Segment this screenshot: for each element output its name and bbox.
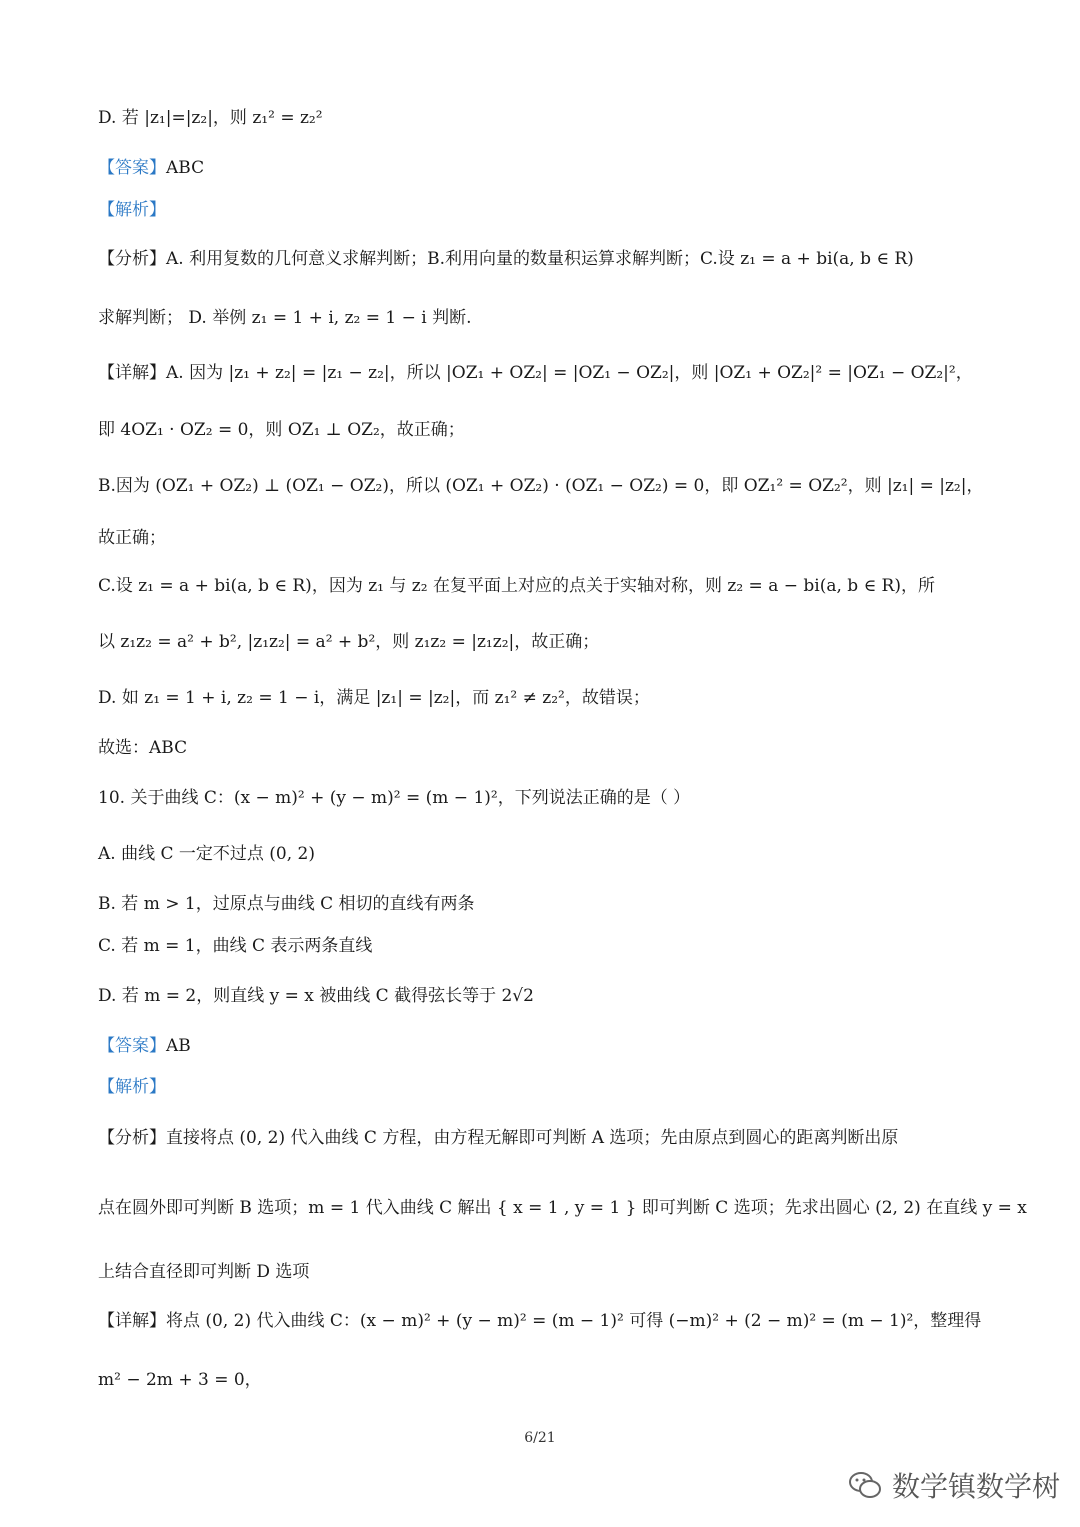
analysis-header-q10 — [98, 1073, 990, 1101]
xiangjie-q9-line5: C.设 z₁ = a + bi(a, b ∈ R)，因为 z₁ 与 z₂ 在复平面上对应的点关于实轴对称，则 z₂ = a − bi(a, b ∈ R)，所 — [98, 576, 935, 596]
wechat-logo-icon — [848, 1470, 882, 1500]
xiangjie-q10-line1: 【详解】将点 (0, 2) 代入曲线 C：(x − m)² + (y − m)² = (m − 1)² 可得 (−m)² + (2 − m)² = (m − 1)²，整理得 — [98, 1311, 982, 1331]
answer-tag: 【答案】 — [98, 158, 166, 178]
watermark — [848, 1460, 1060, 1510]
answer-tag: 【答案】 — [98, 1036, 166, 1056]
fenxi-q9-line1: 【分析】A. 利用复数的几何意义求解判断；B.利用向量的数量积运算求解判断；C.设 z₁ = a + bi(a, b ∈ R) — [98, 249, 914, 269]
xiangjie-q9-line6: 以 z₁z₂ = a² + b², |z₁z₂| = a² + b²，则 z₁z₂ = |z₁z₂|，故正确； — [98, 632, 600, 652]
option-a-q10: A. 曲线 C 一定不过点 (0, 2) — [98, 844, 316, 864]
fenxi-tag: 【分析】 — [98, 249, 166, 269]
xiangjie-q9-line3: B.因为 (OZ₁ + OZ₂) ⊥ (OZ₁ − OZ₂)，所以 (OZ₁ + OZ₂) · (OZ₁ − OZ₂) = 0，即 OZ₁² = OZ₂²，则 |z₁| = |z₂|， — [98, 476, 984, 496]
option-b-q10: B. 若 m > 1，过原点与曲线 C 相切的直线有两条 — [98, 894, 475, 914]
answer-q10: 【答案】AB — [98, 1036, 191, 1056]
question-10: 10. 关于曲线 C：(x − m)² + (y − m)² = (m − 1)²，下列说法正确的是（ ） — [98, 788, 691, 808]
fenxi-tag: 【分析】 — [98, 1128, 166, 1148]
xiangjie-q9-line2: 即 4OZ₁ · OZ₂ = 0，则 OZ₁ ⊥ OZ₂，故正确； — [98, 420, 465, 440]
watermark-text: 数学镇数学树 — [892, 1470, 1061, 1503]
analysis-header-q9 — [98, 196, 990, 224]
fenxi-q10-line2: 点在圆外即可判断 B 选项；m = 1 代入曲线 C 解出 { x = 1 , y = 1 } 即可判断 C 选项；先求出圆心 (2, 2) 在直线 y = x — [98, 1198, 1027, 1218]
analysis-tag: 【解析】 — [98, 1077, 166, 1097]
option-c-q10: C. 若 m = 1，曲线 C 表示两条直线 — [98, 936, 373, 956]
xiangjie-tag: 【详解】 — [98, 1311, 166, 1331]
fenxi-q9-line2: 求解判断； D. 举例 z₁ = 1 + i, z₂ = 1 − i 判断. — [98, 308, 472, 328]
xiangjie-q10-line2: m² − 2m + 3 = 0， — [98, 1370, 262, 1390]
xiangjie-q9-line1: 【详解】A. 因为 |z₁ + z₂| = |z₁ − z₂|，所以 |OZ₁ + OZ₂| = |OZ₁ − OZ₂|，则 |OZ₁ + OZ₂|² = |OZ₁ − OZ₂|²， — [98, 363, 973, 383]
option-d-q9: D. 若 |z₁|=|z₂|，则 z₁² = z₂² — [98, 108, 323, 128]
option-d-q10: D. 若 m = 2，则直线 y = x 被曲线 C 截得弦长等于 2√2 — [98, 986, 534, 1006]
analysis-tag: 【解析】 — [98, 200, 166, 220]
xiangjie-q9-line4: 故正确； — [98, 528, 166, 548]
fenxi-q10-line3: 上结合直径即可判断 D 选项 — [98, 1262, 310, 1282]
answer-q9: 【答案】ABC — [98, 158, 205, 178]
fenxi-q10-line1: 【分析】直接将点 (0, 2) 代入曲线 C 方程，由方程无解即可判断 A 选项；先由原点到圆心的距离判断出原 — [98, 1128, 899, 1148]
xiangjie-tag: 【详解】 — [98, 363, 166, 383]
conclusion-q9: 故选：ABC — [98, 738, 188, 758]
xiangjie-q9-line7: D. 如 z₁ = 1 + i, z₂ = 1 − i，满足 |z₁| = |z₂|，而 z₁² ≠ z₂²，故错误； — [98, 688, 650, 708]
page-number: 6/21 — [524, 1430, 556, 1446]
